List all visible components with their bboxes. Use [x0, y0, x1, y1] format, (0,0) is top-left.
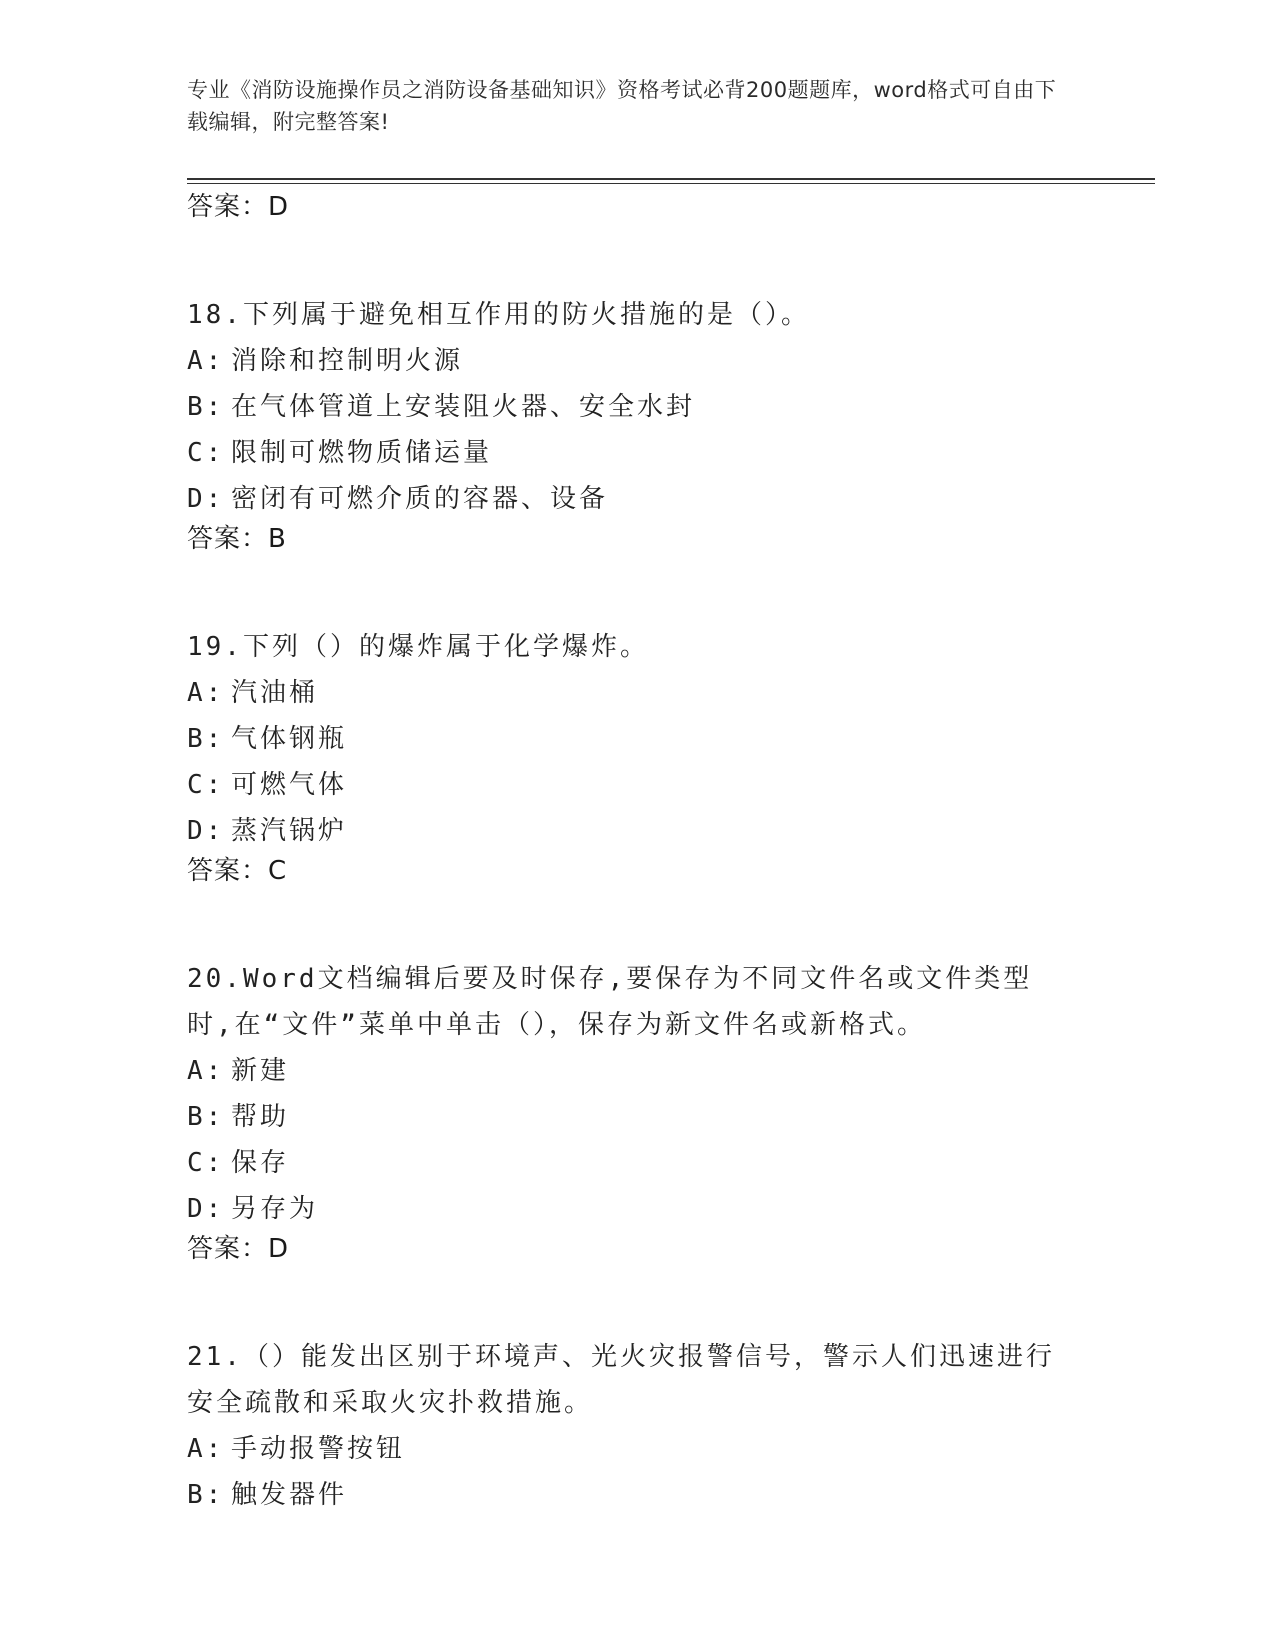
option-letter: B: [187, 392, 225, 422]
option-a [187, 670, 1087, 716]
option-text: 蒸汽锅炉 [231, 816, 348, 846]
question-text: 20.Word文档编辑后要及时保存,要保存为不同文件名或文件类型时,在“文件”菜单中单击（），保存为新文件名或新格式。 [187, 964, 1033, 1040]
option-b [187, 384, 1087, 430]
option-text: 帮助 [231, 1102, 290, 1132]
option-b [187, 1094, 1087, 1140]
question-18 [187, 292, 1087, 566]
option-a [187, 338, 1087, 384]
option-letter: B: [187, 1102, 225, 1132]
header-divider-thin [187, 183, 1155, 184]
option-letter: D: [187, 1194, 225, 1224]
option-c [187, 430, 1087, 476]
document-header: 专业《消防设施操作员之消防设备基础知识》资格考试必背200题题库，word格式可自由下载编辑，附完整答案! [187, 78, 1057, 134]
question-21 [187, 1334, 1087, 1518]
option-text: 消除和控制明火源 [231, 346, 464, 376]
option-letter: C: [187, 438, 225, 468]
answer-line: 答案：B [187, 524, 287, 554]
option-text: 密闭有可燃介质的容器、设备 [231, 484, 609, 514]
question-text: 18.下列属于避免相互作用的防火措施的是（）。 [187, 300, 810, 330]
option-letter: B: [187, 1480, 225, 1510]
question-text: 19.下列（）的爆炸属于化学爆炸。 [187, 632, 649, 662]
option-text: 另存为 [231, 1194, 319, 1224]
option-text: 触发器件 [231, 1480, 348, 1510]
option-letter: C: [187, 1148, 225, 1178]
option-letter: B: [187, 724, 225, 754]
question-list [187, 190, 1087, 1518]
option-c [187, 1140, 1087, 1186]
option-a [187, 1426, 1087, 1472]
question-19 [187, 624, 1087, 898]
option-b [187, 716, 1087, 762]
option-d [187, 476, 1087, 522]
option-b [187, 1472, 1087, 1518]
option-letter: C: [187, 770, 225, 800]
option-letter: A: [187, 1056, 225, 1086]
option-letter: A: [187, 346, 225, 376]
option-d [187, 808, 1087, 854]
answer-line: 答案：D [187, 192, 290, 222]
option-text: 汽油桶 [231, 678, 319, 708]
option-text: 可燃气体 [231, 770, 348, 800]
option-text: 手动报警按钮 [231, 1434, 406, 1464]
option-letter: A: [187, 678, 225, 708]
option-text: 气体钢瓶 [231, 724, 348, 754]
option-text: 限制可燃物质储运量 [231, 438, 493, 468]
option-c [187, 762, 1087, 808]
option-d [187, 1186, 1087, 1232]
option-text: 新建 [231, 1056, 290, 1086]
question-text: 21.（）能发出区别于环境声、光火灾报警信号，警示人们迅速进行安全疏散和采取火灾扑救措施。 [187, 1342, 1055, 1418]
question-20 [187, 956, 1087, 1276]
option-a [187, 1048, 1087, 1094]
option-text: 在气体管道上安装阻火器、安全水封 [231, 392, 696, 422]
header-divider-thick [187, 178, 1155, 180]
answer-line: 答案：C [187, 856, 288, 886]
option-letter: A: [187, 1434, 225, 1464]
option-text: 保存 [231, 1148, 290, 1178]
answer-line: 答案：D [187, 1234, 290, 1264]
option-letter: D: [187, 484, 225, 514]
option-letter: D: [187, 816, 225, 846]
